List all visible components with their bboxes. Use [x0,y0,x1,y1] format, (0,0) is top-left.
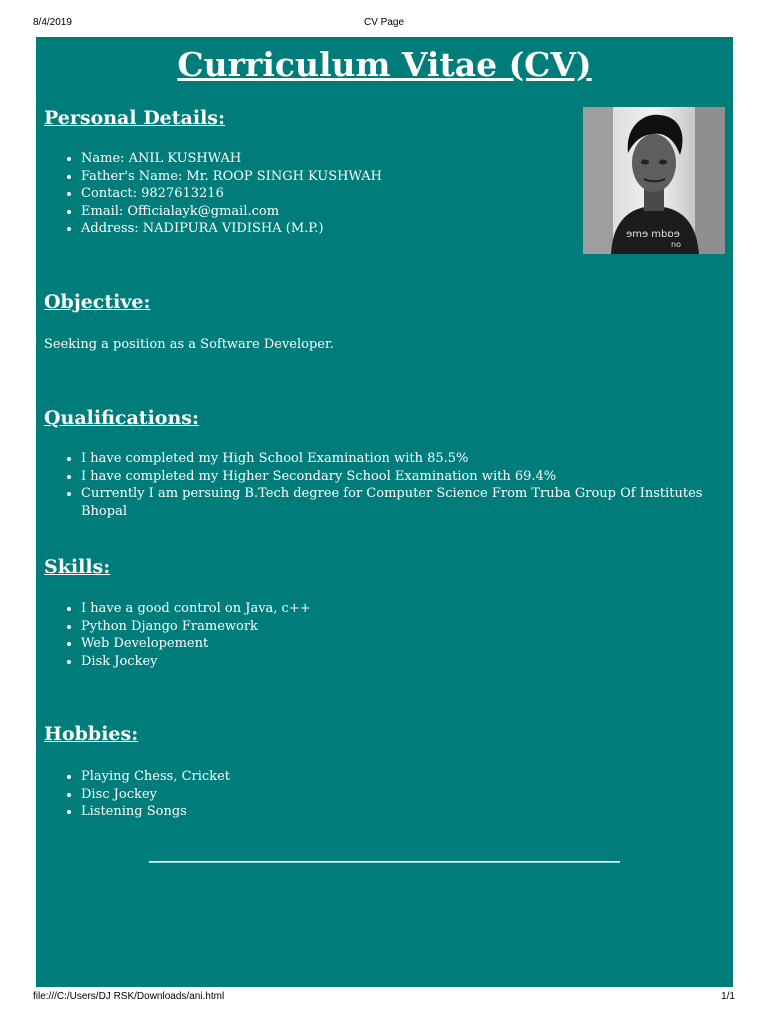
personal-details-heading: Personal Details: [44,107,226,129]
list-item: • Name: ANIL KUSHWAH [81,150,382,168]
list-item: • Disk Jockey [81,653,311,671]
qualifications-heading: Qualifications: [44,407,199,429]
svg-text:no: no [671,240,681,249]
objective-heading: Objective: [44,291,151,313]
objective-text: Seeking a position as a Software Developer. [44,337,334,352]
list-item: • I have a good control on Java, c++ [81,600,311,618]
personal-details-list [62,150,382,238]
profile-photo [583,107,725,254]
list-item: • Web Developement [81,635,311,653]
horizontal-rule [149,861,620,863]
print-header [0,17,768,33]
list-item: • I have completed my Higher Secondary School Examination with 69.4% [81,468,733,486]
skills-list [62,600,311,670]
list-item: • Playing Chess, Cricket [81,768,230,786]
print-date: 8/4/2019 [33,17,72,28]
list-item: • Currently I am persuing B.Tech degree for Computer Science From Truba Group Of Institutes Bhopal [81,485,733,520]
page-title: Curriculum Vitae (CV) [177,45,592,84]
print-file-url: file:///C:/Users/DJ RSK/Downloads/ani.html [33,991,225,1002]
profile-photo-image [583,107,725,254]
hobbies-heading: Hobbies: [44,723,139,745]
skills-heading: Skills: [44,556,111,578]
list-item: • Listening Songs [81,803,230,821]
list-item: • I have completed my High School Examination with 85.5% [81,450,733,468]
list-item: • Python Django Framework [81,618,311,636]
list-item: • Disc Jockey [81,786,230,804]
qualifications-list [62,450,733,520]
list-item: • Address: NADIPURA VIDISHA (M.P.) [81,220,382,238]
list-item: • Contact: 9827613216 [81,185,382,203]
list-item: • Father's Name: Mr. ROOP SINGH KUSHWAH [81,168,382,186]
list-item: • Email: Officialayk@gmail.com [81,203,382,221]
print-page-number: 1/1 [721,991,735,1002]
cv-page [36,37,733,987]
print-title: CV Page [363,17,405,28]
photo-shirt-text: ɘmɘ mbɒɘ [626,229,680,240]
hobbies-list [62,768,230,821]
print-footer [0,991,768,1007]
